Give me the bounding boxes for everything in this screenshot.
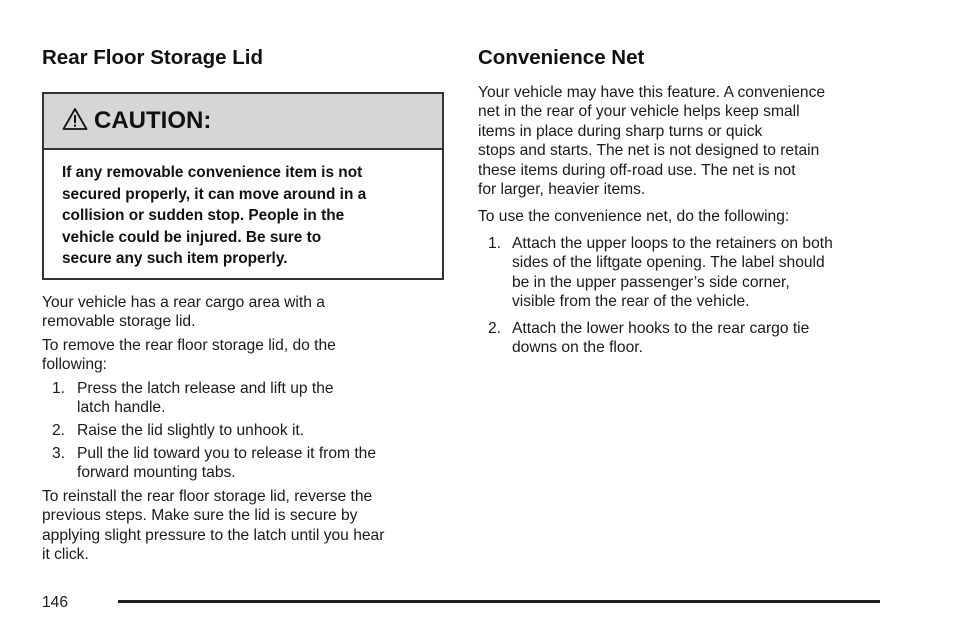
text-line: removable storage lid.: [42, 313, 196, 331]
text-line: it click.: [42, 546, 89, 564]
caution-line: If any removable convenience item is not: [62, 164, 363, 181]
text-line: Attach the lower hooks to the rear cargo tie: [512, 320, 810, 337]
text-line: applying slight pressure to the latch until you hear: [42, 526, 385, 544]
paragraph-remove-intro: [42, 336, 336, 375]
list-text: [77, 379, 334, 418]
text-line: visible from the rear of the vehicle.: [512, 293, 750, 311]
list-item: [488, 319, 888, 359]
list-number: 3.: [52, 445, 66, 462]
caution-header: [44, 94, 442, 150]
list-number: 2.: [488, 320, 502, 337]
list-text: [77, 444, 376, 483]
text-line: downs on the floor.: [512, 339, 643, 357]
section-heading-convenience-net: Convenience Net: [478, 46, 645, 69]
text-line: for larger, heavier items.: [478, 181, 646, 199]
list-text: [512, 319, 809, 358]
list-text: [512, 234, 833, 312]
paragraph-rear-cargo-area: [42, 293, 325, 332]
list-item: [52, 444, 442, 484]
text-line: net in the rear of your vehicle helps keep small: [478, 103, 800, 121]
text-line: latch handle.: [77, 399, 166, 417]
caution-line: collision or sudden stop. People in the: [62, 207, 345, 224]
text-line: previous steps. Make sure the lid is secure by: [42, 507, 358, 525]
footer-rule: [118, 600, 880, 603]
list-item: [52, 379, 442, 419]
caution-box: [42, 92, 444, 280]
paragraph-convenience-net-intro: [478, 83, 825, 199]
text-line: stops and starts. The net is not designed to retain: [478, 142, 820, 160]
text-line: Press the latch release and lift up the: [77, 380, 334, 397]
warning-triangle-icon: [62, 107, 88, 136]
text-line: items in place during sharp turns or quick: [478, 122, 763, 140]
text-line: To use the convenience net, do the following:: [478, 208, 790, 225]
caution-line: secure any such item properly.: [62, 250, 288, 267]
text-line: To remove the rear floor storage lid, do the: [42, 337, 336, 354]
caution-title: CAUTION:: [94, 107, 212, 134]
caution-line: secured properly, it can move around in a: [62, 185, 367, 203]
text-line: Your vehicle has a rear cargo area with a: [42, 294, 325, 311]
list-number: 1.: [52, 380, 66, 397]
list-item: [488, 234, 888, 314]
list-number: 2.: [52, 422, 66, 439]
text-line: Your vehicle may have this feature. A convenience: [478, 84, 826, 101]
text-line: these items during off-road use. The net is not: [478, 161, 796, 179]
text-line: sides of the liftgate opening. The label should: [512, 254, 825, 272]
caution-text: [44, 150, 442, 270]
caution-line: vehicle could be injured. Be sure to: [62, 228, 322, 246]
text-line: Attach the upper loops to the retainers on both: [512, 235, 833, 252]
text-line: forward mounting tabs.: [77, 464, 236, 482]
text-line: Pull the lid toward you to release it from the: [77, 445, 377, 462]
paragraph-reinstall: [42, 487, 384, 565]
text-line: following:: [42, 356, 108, 374]
list-text: [77, 421, 304, 440]
list-item: [52, 421, 442, 441]
list-number: 1.: [488, 235, 502, 252]
text-line: To reinstall the rear floor storage lid, reverse the: [42, 488, 373, 505]
paragraph-use-net-intro: [478, 207, 789, 226]
text-line: be in the upper passenger’s side corner,: [512, 273, 790, 291]
page-number: 146: [42, 594, 69, 611]
section-heading-rear-floor-storage-lid: Rear Floor Storage Lid: [42, 46, 263, 69]
text-line: Raise the lid slightly to unhook it.: [77, 422, 305, 439]
